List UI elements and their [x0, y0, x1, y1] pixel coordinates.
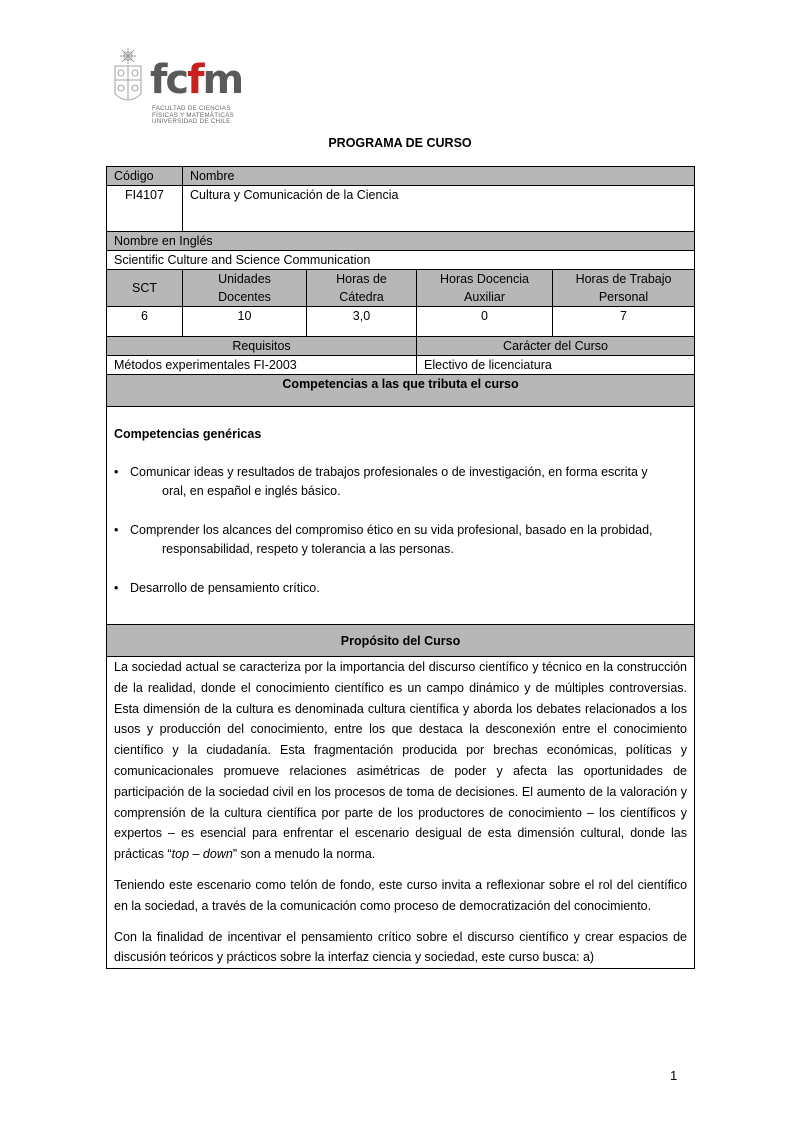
horas-catedra-value: 3,0	[307, 307, 417, 337]
competencias-heading: Competencias a las que tributa el curso	[107, 375, 695, 407]
horas-personal-header: Horas de Trabajo Personal	[553, 270, 695, 307]
horas-auxiliar-header: Horas Docencia Auxiliar	[417, 270, 553, 307]
caracter-label: Carácter del Curso	[417, 337, 695, 356]
english-name: Scientific Culture and Science Communication	[107, 251, 695, 270]
code-label: Código	[107, 167, 183, 186]
hours-values-row	[107, 307, 695, 337]
proposito-paragraph-2: Teniendo este escenario como telón de fondo, este curso invita a reflexionar sobre el rol del científico en la sociedad, a través de la comunicación como proceso de democratización del conocimiento.	[114, 877, 688, 913]
proposito-paragraph-1: La sociedad actual se caracteriza por la importancia del discurso científico y técnico en la construcción de la realidad, donde el conocimiento científico es un campo dinámico y de múltiples controversias. Esta dimensión de la cultura es denominada cultura científica y aborda los debates relacionados a los usos y producción del conocimiento, entre los que destaca la desconexión entre el conocimiento científico y la ciudadanía. Esta fragmentación producida por brechas económicas, políticas y comunicacionales promueve relaciones asimétricas de poder y afecta las oportunidades de participación de la sociedad civil en los procesos de toma de decisiones. El aumento de la valoración y comprensión de la cultura científica por parte de los productores de conocimiento – los científicos y expertos – es esencial para enfrentar el escenario desigual de esta dimensión cultural, donde las prácticas “top – down” son a menudo la norma.	[114, 660, 688, 862]
faculty-name: FACULTAD DE CIENCIAS FÍSICAS Y MATEMÁTICAS UNIVERSIDAD DE CHILE	[152, 105, 234, 126]
requirements-header-row	[107, 337, 695, 356]
sct-value: 6	[107, 307, 183, 337]
proposito-row	[107, 657, 695, 969]
unidades-docentes-value: 10	[183, 307, 307, 337]
course-code: FI4107	[107, 186, 183, 232]
competencias-row	[107, 407, 695, 625]
english-name-label: Nombre en Inglés	[107, 232, 695, 251]
competencias-header-row	[107, 375, 695, 407]
english-name-row	[107, 251, 695, 270]
page-number: 1	[670, 1068, 678, 1083]
horas-auxiliar-value: 0	[417, 307, 553, 337]
course-program-table	[106, 166, 695, 969]
list-item: • Comprender los alcances del compromiso ético en su vida profesional, basado en la probidad, responsabilidad, respeto y tolerancia a las personas.	[114, 523, 653, 556]
sct-header: SCT	[107, 270, 183, 307]
bullet-icon: •	[114, 581, 119, 595]
horas-personal-value: 7	[553, 307, 695, 337]
code-name-header-row	[107, 167, 695, 186]
fcfm-logo	[112, 44, 242, 128]
competencias-subheading: Competencias genéricas	[114, 427, 262, 441]
university-crest-icon	[112, 48, 144, 108]
proposito-paragraph-3: Con la finalidad de incentivar el pensamiento crítico sobre el discurso científico y crear espacios de discusión teóricos y prácticos sobre la interfaz ciencia y sociedad, este curso busca: a)	[114, 929, 688, 965]
proposito-body	[107, 657, 695, 969]
name-label: Nombre	[183, 167, 695, 186]
horas-catedra-header: Horas de Cátedra	[307, 270, 417, 307]
page-title: PROGRAMA DE CURSO	[328, 136, 472, 150]
proposito-header-row	[107, 625, 695, 657]
bullet-icon: •	[114, 465, 119, 479]
code-name-row	[107, 186, 695, 232]
hours-header-row	[107, 270, 695, 307]
fcfm-wordmark: fcfm	[150, 57, 243, 103]
caracter-value: Electivo de licenciatura	[417, 356, 695, 375]
course-name: Cultura y Comunicación de la Ciencia	[183, 186, 695, 232]
list-item: • Comunicar ideas y resultados de trabajos profesionales o de investigación, en forma escrita y oral, en español e inglés básico.	[114, 465, 648, 498]
english-name-header-row	[107, 232, 695, 251]
requisitos-label: Requisitos	[107, 337, 417, 356]
requisitos-value: Métodos experimentales FI-2003	[107, 356, 417, 375]
bullet-icon: •	[114, 523, 119, 537]
unidades-docentes-header: Unidades Docentes	[183, 270, 307, 307]
competencias-list	[114, 463, 687, 598]
list-item: • Desarrollo de pensamiento crítico.	[114, 579, 687, 598]
proposito-heading: Propósito del Curso	[107, 625, 695, 657]
requirements-row	[107, 356, 695, 375]
competencias-body	[107, 407, 695, 625]
